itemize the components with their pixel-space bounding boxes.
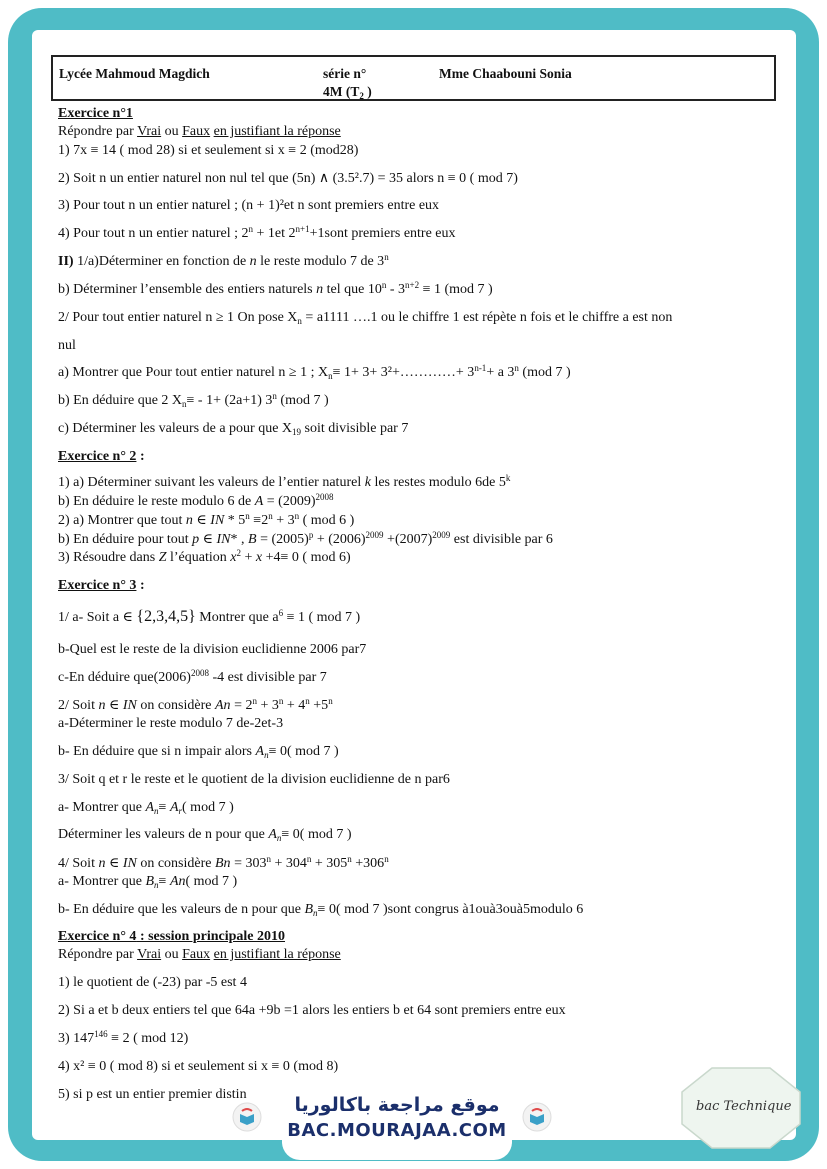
ex3-q1c: c-En déduire $que(2006)^{2008}$ -4 est divisible par 7 (58, 668, 327, 685)
ex1-part2-b: b) En déduire que 2 $X_n\equiv - 1+ (2a+1)$ 3$^n$ (mod 7 ) (58, 391, 329, 409)
site-url[interactable]: BAC.MOURAJAA.COM (287, 1120, 507, 1141)
ex1-part2-a: a) Montrer que Pour tout entier naturel n ≥ 1 ; $X_n\equiv 1+ 3+$ 3²+…………+ $3^{n-1}+ a$ 3$^n$ (mod 7 ) (58, 363, 571, 381)
ex4-instruction: Répondre par Vrai ou Faux en justifiant la réponse (58, 947, 341, 962)
ex3-q4a: a- Montrer que $B_n\equiv An$( mod 7 ) (58, 874, 238, 890)
serie-label: série n° (323, 66, 367, 81)
ex3-q2a: a-Déterminer le reste modulo 7 de-2et-3 (58, 716, 284, 731)
ex3-q1b: b-Quel est le reste de la division euclidienne 2006 par7 (58, 642, 367, 657)
site-watermark[interactable] (282, 1086, 512, 1160)
bac-technique-logo: bac Technique (680, 1066, 802, 1150)
ex3-title: Exercice n° 3 : (58, 578, 145, 593)
teacher-name: Mme Chaabouni Sonia (439, 66, 572, 81)
ex3-q2b: b- En déduire que si n impair alors $A_n\equiv 0$( mod 7 ) (58, 744, 339, 760)
ex4-q1: 1) le quotient de (-23) par -5 est 4 (58, 975, 247, 990)
book-icon (232, 1102, 262, 1132)
ex1-title: Exercice n°1 (58, 106, 133, 121)
ex4-q3: 3) $147^{146} \equiv 2$ ( mod 12) (58, 1029, 189, 1046)
ex1-q3: 3) Pour tout n un entier naturel ; (n + 1)²et n sont premiers entre eux (58, 198, 440, 213)
ex1-ii-b: b) Déterminer l’ensemble des entiers naturels n tel que $10^n - 3^{n+2} \equiv 1$ (mod 7 ) (58, 280, 493, 297)
document-page (32, 30, 796, 1140)
school-name: Lycée Mahmoud Magdich (59, 66, 210, 81)
ex3-q3: 3/ Soit q et r le reste et le quotient de la division euclidienne de n par6 (58, 772, 450, 787)
ex1-part2: 2/ Pour tout entier naturel n ≥ 1 On pose $X_n = a1111$ ….1 ou le chiffre 1 est répète n fois et le chiffre a est non (58, 310, 673, 326)
ex2-q2a: 2) a) Montrer que tout n ∈ IN * $5^n \equiv 2^n + 3^n$ ( mod 6 ) (58, 511, 355, 528)
ex4-q4: 4) x² ≡ 0 ( mod 8) si et seulement si x ≡ 0 (mod 8) (58, 1059, 339, 1074)
ex1-q1: 1) 7x ≡ 14 ( mod 28) si et seulement si x ≡ 2 (mod28) (58, 143, 359, 158)
ex3-q4b: b- En déduire que les valeurs de n pour que $B_n\equiv 0$( mod 7 )sont congrus à1ouà3ouà5modulo 6 (58, 902, 584, 918)
ex1-ii: II) 1/a)Déterminer en fonction de n le reste modulo 7 de 3$^n$ (58, 252, 389, 269)
ex4-title: Exercice n° 4 : session principale 2010 (58, 929, 286, 944)
ex1-part2-cont: nul (58, 338, 76, 353)
ex3-q3b: Déterminer les valeurs de n pour que $A_n\equiv 0$( mod 7 ) (58, 827, 352, 843)
ex2-title: Exercice n° 2 : (58, 449, 145, 464)
ex3-q2: 2/ Soit n ∈ IN on considère $An = 2^n + 3^n + 4^n +5^n$ (58, 696, 333, 713)
ex3-q1a: 1/ a- Soit a ∈ {2,3,4,5} Montrer que $a^6 \equiv 1$ ( mod 7 ) (58, 608, 361, 625)
ex4-q5: 5) si p est un entier premier distin (58, 1087, 247, 1102)
ex2-q1b: b) En déduire le reste modulo 6 de $A = (2009)^{2008}$ (58, 492, 334, 509)
ex2-q2b: b) En déduire pour tout p ∈ IN* , $B = (2005)^p + (2006)^{2009} +(2007)^{2009}$ est divisible par 6 (58, 530, 553, 547)
ex1-part2-c: c) Déterminer les valeurs de a pour que $X_{19}$ soit divisible par 7 (58, 421, 409, 437)
ex1-instruction: Répondre par Vrai ou Faux en justifiant la réponse (58, 124, 341, 139)
site-arabic-name: موقع مراجعة باكالوريا (294, 1094, 500, 1116)
ex1-q4: 4) Pour tout n un entier naturel ; $2^n + 1et$ $2^{n+1}+1sont$ premiers entre eux (58, 224, 456, 241)
ex1-q2: 2) Soit n un entier naturel non nul tel que (5n) ∧ (3.5².7) = 35 alors n ≡ 0 ( mod 7) (58, 171, 518, 186)
class-label: 4M ($T_2$ ) (323, 84, 372, 101)
site-logo-left (232, 1102, 262, 1132)
ex2-q3: 3) Résoudre dans Z l’équation $x^2 + x +4\equiv 0$ ( mod 6) (58, 548, 351, 565)
site-logo-right (522, 1102, 552, 1132)
book-icon (522, 1102, 552, 1132)
ex4-q2: 2) Si a et b deux entiers tel que 64a +9b =1 alors les entiers b et 64 sont premiers entre eux (58, 1003, 566, 1018)
ex3-q4: 4/ Soit n ∈ IN on considère $Bn = 303^n + 304^n + 305^n +306^n$ (58, 854, 389, 871)
ex3-q3a: a- Montrer que $A_n\equiv A_r$( mod 7 ) (58, 800, 234, 816)
document-header (51, 55, 776, 101)
ex2-q1a: 1) a) Déterminer suivant les valeurs de l’entier naturel k les restes modulo 6de 5$^k$ (58, 473, 511, 490)
